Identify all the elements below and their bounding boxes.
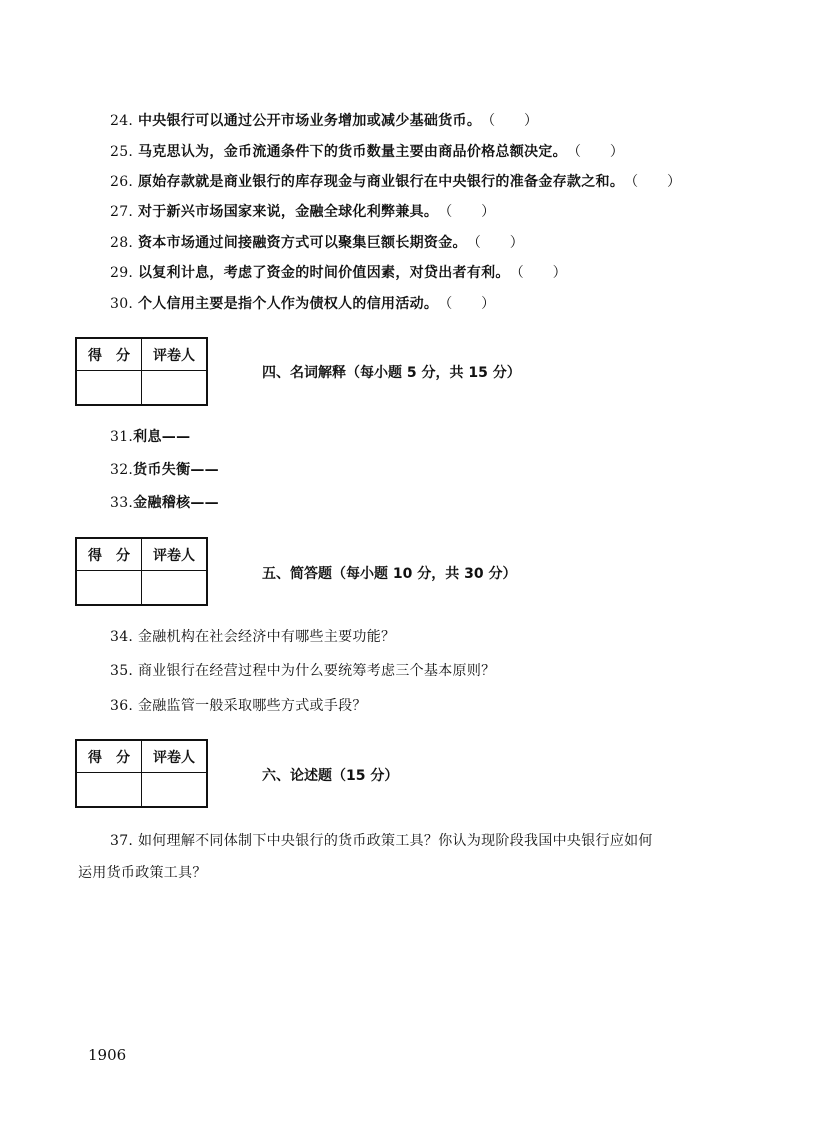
question-25 [110,143,624,161]
answer-parentheses: （ ） [624,174,682,190]
question-24 [110,112,538,130]
section-title-5: 五、简答题（每小题 10 分，共 30 分） [262,566,517,582]
question-text: 货币失衡—— [133,462,219,478]
score-cell [76,571,142,606]
question-text: 马克思认为，金币流通条件下的货币数量主要由商品价格总额决定。 [137,144,567,160]
question-text-line1: 如何理解不同体制下中央银行的货币政策工具？你认为现阶段我国中央银行应如何 [137,833,653,849]
question-text: 商业银行在经营过程中为什么要统筹考虑三个基本原则？ [137,663,496,679]
section-title-4: 四、名词解释（每小题 5 分，共 15 分） [262,365,521,381]
question-text: 对于新兴市场国家来说，金融全球化利弊兼具。 [137,204,439,220]
question-text: 资本市场通过间接融资方式可以聚集巨额长期资金。 [137,235,467,251]
grader-label: 评卷人 [142,740,208,773]
section-title-6: 六、论述题（15 分） [262,768,399,784]
question-number: 35. [110,663,134,679]
question-number: 30. [110,296,134,312]
question-number: 28. [110,235,134,251]
question-number: 37. [110,833,134,849]
answer-parentheses: （ ） [509,265,567,281]
question-number: 31. [110,429,134,445]
question-27 [110,203,495,221]
question-30 [110,295,495,313]
question-26 [110,173,681,191]
answer-parentheses: （ ） [566,144,625,160]
question-32 [110,461,219,479]
question-37-continuation [78,864,207,882]
question-text-line2: 运用货币政策工具？ [78,865,207,881]
question-35 [110,662,495,680]
question-number: 24. [110,113,134,129]
page-number: 1906 [88,1046,127,1064]
question-34 [110,628,395,646]
score-box-section6 [75,739,208,808]
question-33 [110,494,219,512]
score-box-section4 [75,337,208,406]
question-31 [110,428,190,446]
question-28 [110,234,524,252]
question-text: 金融监管一般采取哪些方式或手段？ [137,698,367,714]
question-37 [110,832,653,850]
question-number: 25. [110,144,134,160]
score-cell [76,371,142,406]
question-text: 以复利计息，考虑了资金的时间价值因素，对贷出者有利。 [137,265,510,281]
grader-label: 评卷人 [142,538,208,571]
question-number: 36. [110,698,134,714]
question-text: 利息—— [133,429,191,445]
question-29 [110,264,567,282]
answer-parentheses: （ ） [466,235,525,251]
score-label: 得 分 [76,538,142,571]
grader-label: 评卷人 [142,338,208,371]
question-text: 金融机构在社会经济中有哪些主要功能？ [137,629,396,645]
question-number: 29. [110,265,134,281]
question-number: 26. [110,174,134,190]
question-36 [110,697,367,715]
score-cell [76,773,142,808]
score-label: 得 分 [76,740,142,773]
question-number: 34. [110,629,134,645]
question-text: 中央银行可以通过公开市场业务增加或减少基础货币。 [137,113,482,129]
grader-cell [142,773,208,808]
grader-cell [142,571,208,606]
score-label: 得 分 [76,338,142,371]
grader-cell [142,371,208,406]
question-number: 32. [110,462,134,478]
question-text: 原始存款就是商业银行的库存现金与商业银行在中央银行的准备金存款之和。 [137,174,625,190]
score-box-section5 [75,537,208,606]
answer-parentheses: （ ） [438,296,496,312]
question-number: 27. [110,204,134,220]
question-number: 33. [110,495,134,511]
question-text: 个人信用主要是指个人作为债权人的信用活动。 [137,296,439,312]
question-text: 金融稽核—— [133,495,219,511]
answer-parentheses: （ ） [481,113,539,129]
answer-parentheses: （ ） [438,204,496,220]
